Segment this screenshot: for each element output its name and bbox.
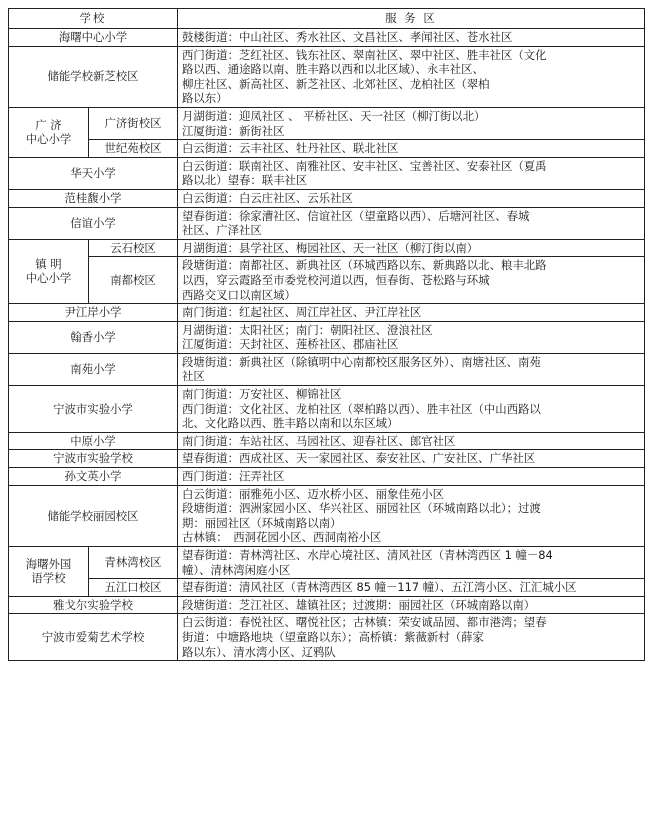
parent-school-name: 镇 明 中心小学 xyxy=(9,239,89,303)
service-area-line: 南门街道：红起社区、周江岸社区、尹江岸社区 xyxy=(182,305,422,320)
table-row xyxy=(9,304,645,322)
service-area xyxy=(178,107,645,139)
table-body xyxy=(9,29,645,661)
service-area xyxy=(178,257,645,304)
service-area-line: 街道：中塘路地块（望童路以东）；高桥镇：紫薇新村（薛家 xyxy=(182,629,484,644)
service-area-line: 路以东）、清水湾小区、辽鸦队 xyxy=(182,644,336,659)
service-area xyxy=(178,432,645,450)
service-area-line: 北、文化路以西、胜丰路以南和以东区域） xyxy=(182,416,399,431)
service-area-line: 段塘街道：新典社区（除镇明中心南都校区服务区外）、南塘社区、南苑 xyxy=(182,354,541,369)
school-name: 宁波市实验小学 xyxy=(9,386,178,433)
service-area xyxy=(178,46,645,107)
table-row xyxy=(9,157,645,189)
school-name: 尹江岸小学 xyxy=(9,304,178,322)
table-row xyxy=(9,353,645,385)
service-area-line: 幢）、清林湾闲庭小区 xyxy=(182,562,291,577)
parent-school-name: 海曙外国 语学校 xyxy=(9,547,89,597)
service-area xyxy=(178,579,645,597)
campus-name: 云石校区 xyxy=(89,239,178,257)
campus-name: 五江口校区 xyxy=(89,579,178,597)
table-row xyxy=(9,257,645,304)
service-area-line: 月湖街道：太阳社区；南门：朝阳社区、澄浪社区 xyxy=(182,322,433,337)
service-area-line: 江厦街道：天封社区、莲桥社区、郡庙社区 xyxy=(182,337,399,352)
table-row xyxy=(9,107,645,139)
service-area xyxy=(178,29,645,47)
school-name: 宁波市爱菊艺术学校 xyxy=(9,614,178,661)
service-area-line: 白云街道：春悦社区、曙悦社区；古林镇：荣安诚品园、都市港湾；望春 xyxy=(182,615,547,630)
table-row xyxy=(9,485,645,546)
service-area-line: 南门街道：车站社区、马园社区、迎春社区、郎官社区 xyxy=(182,433,456,448)
service-area xyxy=(178,207,645,239)
service-area xyxy=(178,140,645,158)
school-name: 海曙中心小学 xyxy=(9,29,178,47)
campus-name: 世纪苑校区 xyxy=(89,140,178,158)
service-area-line: 月湖街道：县学社区、梅园社区、天一社区（柳汀街以南） xyxy=(182,240,479,255)
service-area xyxy=(178,189,645,207)
service-area-line: 望春街道：青林湾社区、水岸心境社区、清风社区（青林湾西区 1 幢－84 xyxy=(182,548,553,562)
table-row xyxy=(9,614,645,661)
service-area-line: 西门街道：汪弄社区 xyxy=(182,469,285,484)
service-area xyxy=(178,321,645,353)
header-row xyxy=(9,9,645,29)
service-area xyxy=(178,547,645,579)
service-area-line: 段塘街道：芝江社区、雄镇社区；过渡期：丽园社区（环城南路以南） xyxy=(182,597,536,612)
service-area-line: 社区 xyxy=(182,369,205,384)
service-area-line: 西门街道：文化社区、龙柏社区（翠柏路以西）、胜丰社区（中山西路以 xyxy=(182,401,541,416)
service-area xyxy=(178,485,645,546)
service-area xyxy=(178,468,645,486)
campus-name: 南都校区 xyxy=(89,257,178,304)
service-area xyxy=(178,353,645,385)
service-area-line: 柳庄社区、新高社区、新芝社区、北郊社区、龙柏社区（翠柏 xyxy=(182,76,490,91)
school-name: 华天小学 xyxy=(9,157,178,189)
service-area-line: 西门街道：芝红社区、钱东社区、翠南社区、翠中社区、胜丰社区（文化 xyxy=(182,47,547,62)
table-row xyxy=(9,46,645,107)
school-name: 南苑小学 xyxy=(9,353,178,385)
service-area xyxy=(178,596,645,614)
table-row xyxy=(9,189,645,207)
service-area xyxy=(178,386,645,433)
service-area-line: 月湖街道：迎凤社区 、 平桥社区、天一社区（柳汀街以北） xyxy=(182,108,486,123)
service-area-line: 以西，穿云霞路至市委党校河道以西，恒春街、苍松路与环城 xyxy=(182,272,490,287)
service-area-line: 白云街道：白云庄社区、云乐社区 xyxy=(182,190,353,205)
table-row xyxy=(9,140,645,158)
table-row xyxy=(9,547,645,579)
school-name: 孙文英小学 xyxy=(9,468,178,486)
table-row xyxy=(9,239,645,257)
service-area-line: 白云街道：丽雅苑小区、迈水桥小区、丽象佳苑小区 xyxy=(182,486,445,501)
table-row xyxy=(9,386,645,433)
campus-name: 广济街校区 xyxy=(89,107,178,139)
service-area-line: 南门街道：万安社区、柳锦社区 xyxy=(182,387,342,402)
parent-school-name: 广 济 中心小学 xyxy=(9,107,89,157)
table-row xyxy=(9,29,645,47)
table-row xyxy=(9,579,645,597)
service-area-table xyxy=(8,8,645,661)
table-row xyxy=(9,207,645,239)
school-name: 雅戈尔实验学校 xyxy=(9,596,178,614)
school-name: 中原小学 xyxy=(9,432,178,450)
service-area-line: 西路交叉口以南区域） xyxy=(182,287,296,302)
service-area-line: 社区、广泽社区 xyxy=(182,223,262,238)
table-row xyxy=(9,596,645,614)
service-area-line: 段塘街道：南都社区、新典社区（环城西路以东、新典路以北、粮丰北路 xyxy=(182,258,547,273)
service-area-line: 望春街道：徐家漕社区、信谊社区（望童路以西）、后塘河社区、春城 xyxy=(182,208,530,223)
service-area-line: 江厦街道：新街社区 xyxy=(182,123,285,138)
service-area xyxy=(178,304,645,322)
service-area-line: 望春街道：清风社区（青林湾西区 85 幢－117 幢）、五江湾小区、江汇城小区 xyxy=(182,580,577,595)
service-area xyxy=(178,614,645,661)
service-area-line: 路以西、通途路以南、胜丰路以西和以北区域）、永丰社区、 xyxy=(182,62,484,77)
table-row xyxy=(9,321,645,353)
service-area-line: 路以东） xyxy=(182,91,228,106)
service-area-line: 白云街道：云丰社区、牡丹社区、联北社区 xyxy=(182,141,399,156)
header-school: 学校 xyxy=(9,9,178,29)
table-row xyxy=(9,468,645,486)
service-area xyxy=(178,450,645,468)
service-area xyxy=(178,157,645,189)
service-area-line: 鼓楼街道：中山社区、秀水社区、文昌社区、孝闻社区、苍水社区 xyxy=(182,30,513,44)
school-name: 宁波市实验学校 xyxy=(9,450,178,468)
service-area-line: 望春街道：西成社区、天一家园社区、泰安社区、广安社区、广华社区 xyxy=(182,451,536,466)
table-row xyxy=(9,450,645,468)
school-name: 范桂馥小学 xyxy=(9,189,178,207)
table-row xyxy=(9,432,645,450)
service-area-line: 期：丽园社区（环城南路以南） xyxy=(182,515,342,530)
service-area-line: 路以北）望春：联丰社区 xyxy=(182,173,308,188)
school-name: 储能学校丽园校区 xyxy=(9,485,178,546)
service-area xyxy=(178,239,645,257)
service-area-line: 白云街道：联南社区、南雅社区、安丰社区、宝善社区、安泰社区（夏禹 xyxy=(182,158,547,173)
school-name: 储能学校新芝校区 xyxy=(9,46,178,107)
school-name: 信谊小学 xyxy=(9,207,178,239)
service-area-line: 段塘街道：泗洲家园小区、华兴社区、丽园社区（环城南路以北）；过渡 xyxy=(182,501,541,516)
school-name: 翰香小学 xyxy=(9,321,178,353)
header-area: 服 务 区 xyxy=(178,9,645,29)
campus-name: 青林湾校区 xyxy=(89,547,178,579)
service-area-line: 古林镇： 西洞花园小区、西洞南裕小区 xyxy=(182,530,382,545)
